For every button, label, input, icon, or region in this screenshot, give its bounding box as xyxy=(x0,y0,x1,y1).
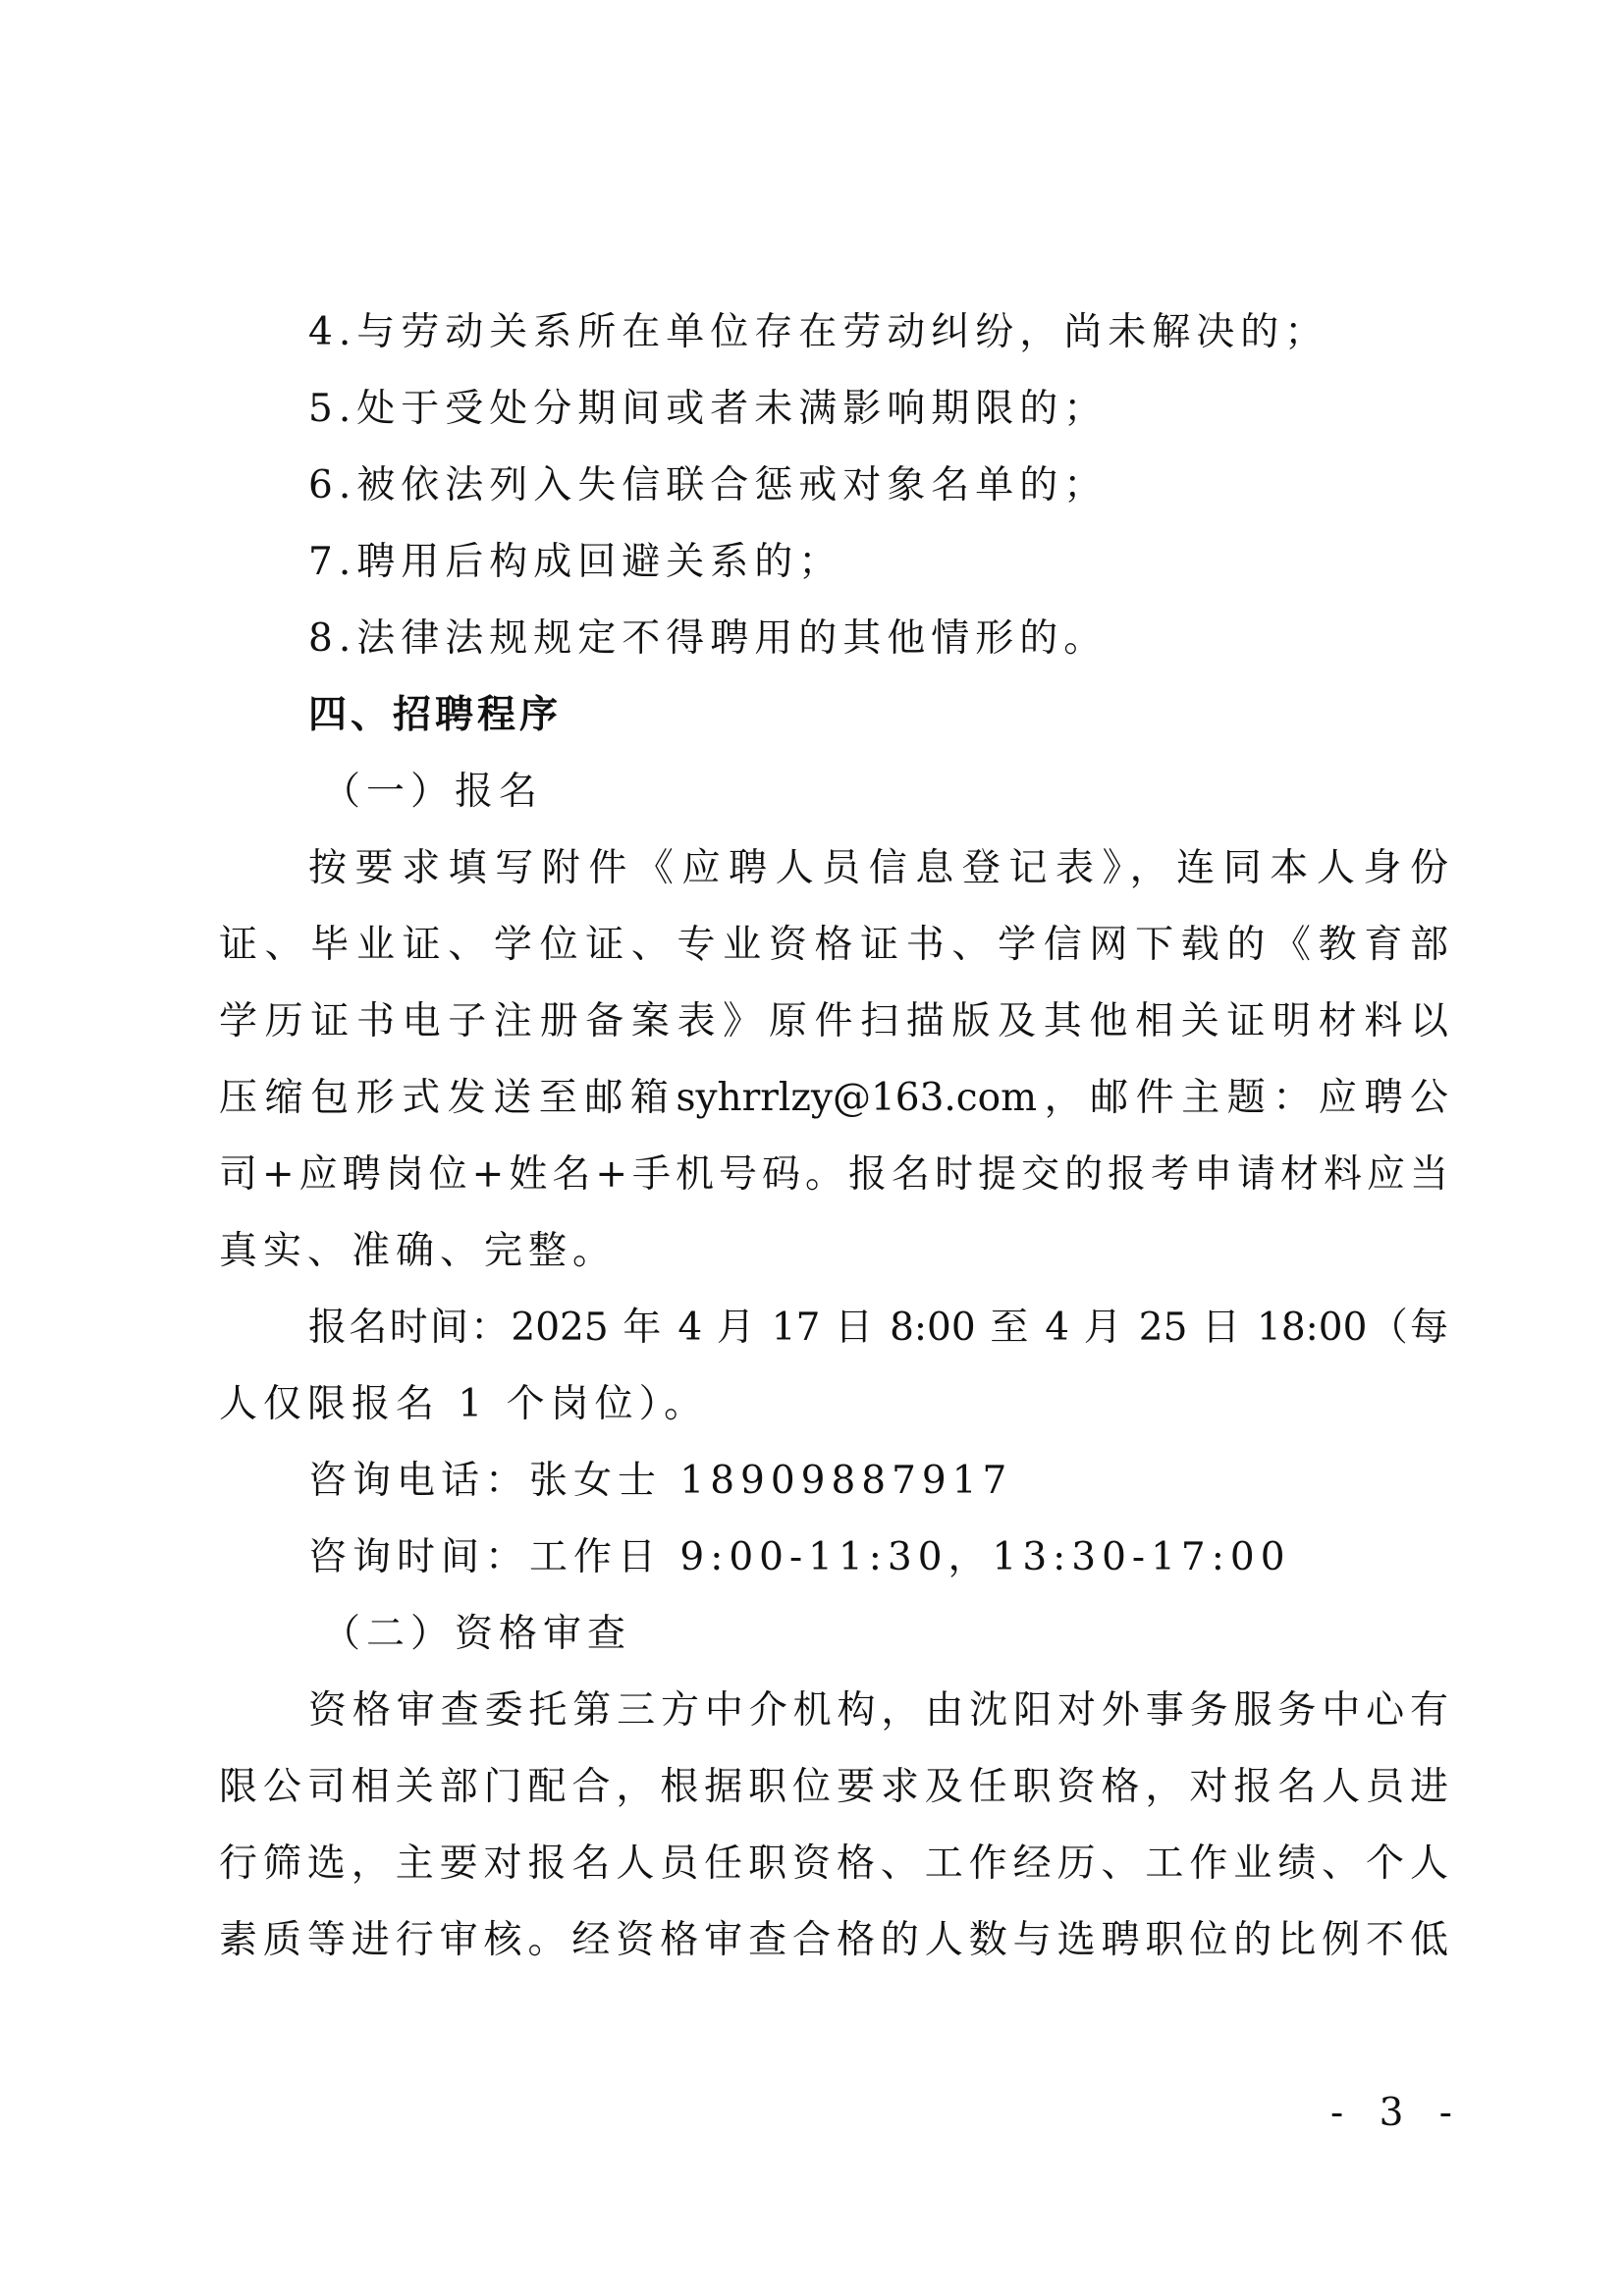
qualification-paragraph-line: 资格审查委托第三方中介机构，由沈阳对外事务服务中心有 xyxy=(308,1688,1448,1733)
registration-paragraph-line: 学历证书电子注册备案表》原件扫描版及其他相关证明材料以 xyxy=(219,999,1448,1043)
list-item-4: 4.与劳动关系所在单位存在劳动纠纷，尚未解决的； xyxy=(308,310,1329,354)
qualification-paragraph-line: 行筛选，主要对报名人员任职资格、工作经历、工作业绩、个人 xyxy=(219,1842,1448,1886)
qualification-paragraph-line: 素质等进行审核。经资格审查合格的人数与选聘职位的比例不低 xyxy=(219,1918,1448,1962)
registration-paragraph-line: 真实、准确、完整。 xyxy=(219,1229,618,1273)
subheading-registration: （一）报名 xyxy=(322,770,544,814)
document-body xyxy=(219,294,1448,1979)
consult-phone: 咨询电话：张女士 18909887917 xyxy=(308,1459,1013,1503)
registration-paragraph-line: 司+应聘岗位+姓名+手机号码。报名时提交的报考申请材料应当 xyxy=(219,1152,1448,1197)
registration-paragraph-line: 压缩包形式发送至邮箱syhrrlzy@163.com，邮件主题：应聘公 xyxy=(219,1076,1448,1120)
registration-time-line: 人仅限报名 1 个岗位）。 xyxy=(219,1382,709,1426)
list-item-7: 7.聘用后构成回避关系的； xyxy=(308,540,843,584)
page-number: - 3 - xyxy=(1330,2091,1464,2135)
list-item-5: 5.处于受处分期间或者未满影响期限的； xyxy=(308,387,1109,431)
list-item-6: 6.被依法列入失信联合惩戒对象名单的； xyxy=(308,463,1109,507)
qualification-paragraph-line: 限公司相关部门配合，根据职位要求及任职资格，对报名人员进 xyxy=(219,1765,1448,1809)
registration-time-line: 报名时间：2025 年 4 月 17 日 8:00 至 4 月 25 日 18:00（每 xyxy=(308,1306,1448,1350)
list-item-8: 8.法律法规规定不得聘用的其他情形的。 xyxy=(308,616,1109,661)
consult-time: 咨询时间：工作日 9:00-11:30，13:30-17:00 xyxy=(308,1535,1291,1579)
registration-paragraph-line: 按要求填写附件《应聘人员信息登记表》，连同本人身份 xyxy=(308,846,1448,890)
subheading-qualification-review: （二）资格审查 xyxy=(322,1612,632,1656)
registration-paragraph-line: 证、毕业证、学位证、专业资格证书、学信网下载的《教育部 xyxy=(219,923,1448,967)
section-heading-recruitment-procedure: 四、招聘程序 xyxy=(308,693,563,737)
